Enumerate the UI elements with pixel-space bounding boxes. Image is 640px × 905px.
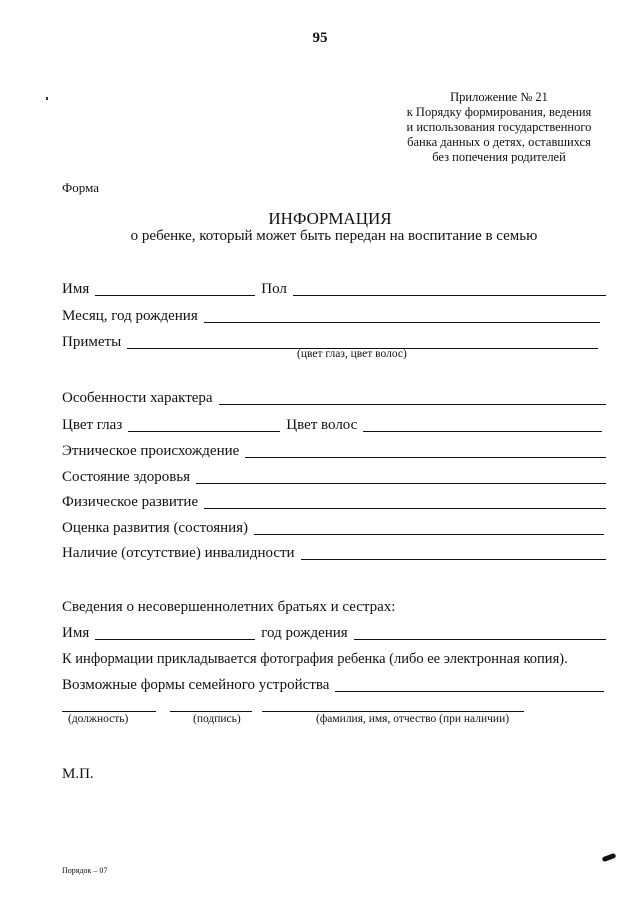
signature-line[interactable]	[170, 710, 252, 712]
physical-development-field[interactable]	[204, 494, 606, 509]
stamp-place: М.П.	[62, 766, 94, 782]
birth-label: Месяц, год рождения	[62, 308, 198, 324]
row-disability	[62, 542, 606, 562]
physical-development-label: Физическое развитие	[62, 494, 199, 510]
development-assessment-label: Оценка развития (состояния)	[62, 520, 249, 536]
row-character	[62, 387, 606, 407]
appendix-line: банка данных о детях, оставшихся	[407, 135, 591, 149]
family-forms-field[interactable]	[335, 677, 604, 692]
row-siblings-header	[62, 596, 395, 616]
siblings-header: Сведения о несовершеннолетних братьях и сестрах:	[62, 599, 396, 615]
sex-field[interactable]	[293, 281, 606, 296]
footer-code: Порядок – 07	[62, 866, 108, 875]
row-assessment	[62, 517, 604, 537]
character-field[interactable]	[219, 390, 606, 405]
appendix-line: Приложение № 21	[450, 90, 548, 104]
full-name-line[interactable]	[262, 710, 524, 712]
row-ethnicity	[62, 440, 606, 460]
name-label: Имя	[62, 281, 90, 297]
signature-caption: (подпись)	[193, 713, 241, 725]
form-label: Форма	[62, 180, 99, 195]
hair-color-field[interactable]	[363, 417, 602, 432]
ink-mark	[602, 853, 617, 862]
row-eye-hair	[62, 414, 602, 434]
family-forms-label: Возможные формы семейного устройства	[62, 677, 330, 693]
document-title: ИНФОРМАЦИЯ	[268, 209, 392, 228]
row-sibling	[62, 622, 606, 642]
name-field[interactable]	[95, 281, 255, 296]
row-birth	[62, 305, 600, 325]
sibling-birth-year-field[interactable]	[354, 625, 606, 640]
appendix-line: и использования государственного	[406, 120, 592, 134]
disability-label: Наличие (отсутствие) инвалидности	[62, 545, 295, 561]
character-label: Особенности характера	[62, 390, 213, 406]
appendix-note	[380, 90, 618, 165]
scan-dot	[46, 97, 48, 100]
features-hint: (цвет глаз, цвет волос)	[297, 348, 407, 360]
appendix-line: без попечения родителей	[432, 150, 566, 164]
row-name-sex	[62, 278, 606, 298]
photo-note: К информации прикладывается фотография ребенка (либо ее электронная копия).	[62, 651, 568, 667]
ethnicity-label: Этническое происхождение	[62, 443, 240, 459]
health-field[interactable]	[196, 469, 606, 484]
sibling-name-field[interactable]	[95, 625, 255, 640]
ethnicity-field[interactable]	[245, 443, 606, 458]
position-line[interactable]	[62, 710, 156, 712]
full-name-caption: (фамилия, имя, отчество (при наличии)	[316, 713, 510, 725]
sibling-name-label: Имя	[62, 625, 90, 641]
features-field[interactable]	[127, 334, 598, 349]
row-photo-note	[62, 648, 568, 668]
row-family-forms	[62, 674, 604, 694]
appendix-line: к Порядку формирования, ведения	[406, 105, 592, 119]
position-caption: (должность)	[68, 713, 129, 725]
development-assessment-field[interactable]	[254, 520, 604, 535]
row-health	[62, 466, 606, 486]
row-physical	[62, 491, 606, 511]
birth-field[interactable]	[204, 308, 600, 323]
disability-field[interactable]	[301, 545, 606, 560]
health-label: Состояние здоровья	[62, 469, 191, 485]
features-label: Приметы	[62, 334, 122, 350]
eye-color-field[interactable]	[128, 417, 280, 432]
document-subtitle: о ребенке, который может быть передан на воспитание в семью	[130, 228, 538, 244]
eye-color-label: Цвет глаз	[62, 417, 123, 433]
sibling-birth-year-label: год рождения	[261, 625, 348, 641]
sex-label: Пол	[261, 281, 287, 297]
hair-color-label: Цвет волос	[286, 417, 358, 433]
page-number: 95	[312, 30, 328, 46]
